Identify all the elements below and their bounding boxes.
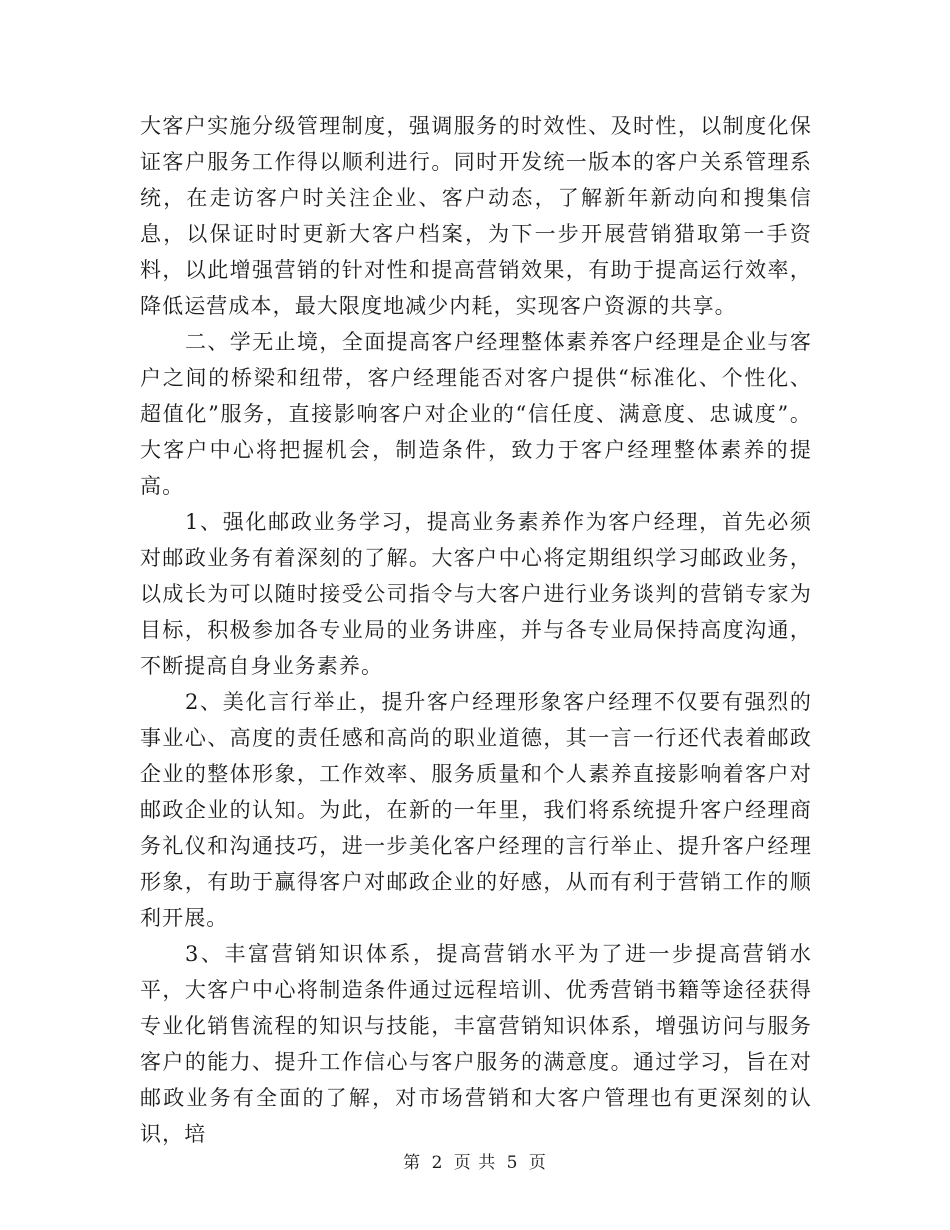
footer-prefix: 第 <box>403 1153 422 1173</box>
page-footer <box>0 1148 950 1173</box>
paragraph-item-2: 2、美化言行举止，提升客户经理形象客户经理不仅要有强烈的事业心、高度的责任感和高尚的职业道德，其一言一行还代表着邮政企业的整体形象，工作效率、服务质量和个人素养直接影响着客户对邮政企业的认知。为此，在新的一年里，我们将系统提升客户经理商务礼仪和沟通技巧，进一步美化客户经理的言行举止、提升客户经理形象，有助于赢得客户对邮政企业的好感，从而有利于营销工作的顺利开展。 <box>140 690 812 930</box>
paragraph-item-1: 1、强化邮政业务学习，提高业务素养作为客户经理，首先必须对邮政业务有着深刻的了解。大客户中心将定期组织学习邮政业务，以成长为可以随时接受公司指令与大客户进行业务谈判的营销专家为目标，积极参加各专业局的业务讲座，并与各专业局保持高度沟通，不断提高自身业务素养。 <box>140 510 812 678</box>
footer-total-pages: 5 <box>506 1153 519 1173</box>
paragraph-section-two: 二、学无止境，全面提高客户经理整体素养客户经理是企业与客户之间的桥梁和纽带，客户经理能否对客户提供“标准化、个性化、超值化”服务，直接影响客户对企业的“信任度、满意度、忠诚度”。大客户中心将把握机会，制造条件，致力于客户经理整体素养的提高。 <box>140 330 812 498</box>
body-text <box>140 108 812 1152</box>
paragraph-continuation: 大客户实施分级管理制度，强调服务的时效性、及时性，以制度化保证客户服务工作得以顺利进行。同时开发统一版本的客户关系管理系统，在走访客户时关注企业、客户动态，了解新年新动向和搜集信息，以保证时时更新大客户档案，为下一步开展营销猎取第一手资料，以此增强营销的针对性和提高营销效果，有助于提高运行效率，降低运营成本，最大限度地减少内耗，实现客户资源的共享。 <box>140 114 812 318</box>
footer-current-page: 2 <box>431 1153 444 1173</box>
footer-middle: 页 共 <box>453 1153 497 1173</box>
paragraph-item-3: 3、丰富营销知识体系，提高营销水平为了进一步提高营销水平，大客户中心将制造条件通过远程培训、优秀营销书籍等途径获得专业化销售流程的知识与技能，丰富营销知识体系，增强访问与服务客户的能力、提升工作信心与客户服务的满意度。通过学习，旨在对邮政业务有全面的了解，对市场营销和大客户管理也有更深刻的认识，培 <box>140 942 812 1146</box>
footer-suffix: 页 <box>528 1153 547 1173</box>
